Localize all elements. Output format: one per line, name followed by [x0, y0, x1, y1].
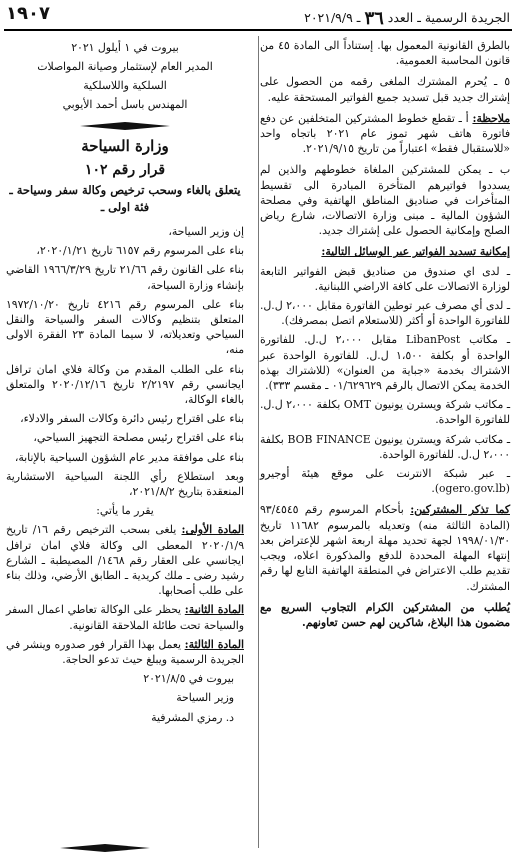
article-1: [6, 522, 244, 598]
closing-request: يُطلب من المشتركين الكرام التجاوب السريع مع مضمون هذا البلاغ، شاكرين لهم حسن تعاونهم.: [260, 600, 510, 629]
signature-title: المدير العام لإستثمار وصيانة المواصلات: [37, 60, 213, 73]
end-title: وزير السياحة: [176, 691, 234, 705]
page-number: ١٩٠٧: [6, 3, 50, 24]
reminder-label: كما تذكر المشتركين:: [410, 503, 510, 517]
payment-item: ـ عبر شبكة الانترنت على موقع هيئة أوجيرو (ogero.gov.lb).: [260, 467, 510, 496]
payment-item: ـ مكاتب شركة ويسترن يونيون OMT بكلفة ٢،٠٠٠ ل.ل. للفاتورة الواحدة.: [260, 398, 510, 427]
article-3: [6, 637, 244, 667]
note-a: [260, 111, 510, 157]
recital: بناء على الطلب المقدم من وكالة فلاي امان ترافل ايجانسي رقم ٢/٢١٩٧ تاريخ ٢٠٢٠/١٢/١٦ والمتعلق بالغاء الوكالة،: [6, 362, 244, 407]
signature-title: السلكية واللاسلكية: [83, 79, 167, 92]
payment-item: ـ لدى أي مصرف عبر توطين الفاتورة مقابل ٢،٠٠٠ ل.ل. للفاتورة الواحدة أو أكثر (للاستعلام اتصل بمصرفك).: [260, 299, 510, 328]
recital: بناء على موافقة مدير عام الشؤون السياحية بالإنابة،: [14, 450, 244, 464]
right-column: [260, 38, 510, 634]
paragraph: ٥ ـ يُحرم المشترك الملغى رقمه من الحصول على إشتراك جديد قبل تسديد جميع الفواتير المستحقة عليه.: [260, 75, 510, 104]
intro: إن وزير السياحة،: [168, 225, 244, 238]
recital: بناء على اقتراح رئيس مصلحة التجهيز السياحي،: [33, 431, 244, 445]
decision-subject: يتعلق بالغاء وسحب ترخيص وكالة سفر وسياحة ـ فئة اولى ـ: [9, 183, 241, 214]
decides-heading: يقرر ما يأتي:: [96, 504, 154, 518]
end-ornament: [60, 844, 150, 852]
recital: وبعد استطلاع رأي اللجنة السياحية الاستشارية المنعقدة بتاريخ ٢٠٢١/٨/٢،: [6, 469, 244, 499]
end-place-date: بيروت في ٢٠٢١/٨/٥: [143, 672, 234, 686]
ministry-title: وزارة السياحة: [81, 137, 169, 155]
page-header: [0, 0, 516, 30]
article-2-label: المادة الثانية:: [184, 603, 245, 617]
recital: بناء على المرسوم رقم ٤٢١٦ تاريخ ١٩٧٢/١٠/٢٠ المتعلق بتنظيم وكالات السفر والسياحة والنقل السياحي وتعديلاته، لا سيما المادة ٢٣ الفقرة الاولى منه،: [6, 297, 244, 357]
issue-date: ـ ٢٠٢١/٩/٩: [304, 10, 361, 25]
payment-item: ـ مكاتب LibanPost مقابل ٢،٠٠٠ ل.ل. للفاتورة الواحدة أو بكلفة ١،٥٠٠ ل.ل. للفاتورة الواحدة عبر الاشتراك بخدمة «جباية من العنوان» (للاشتراك بهذه الخدمة يمكن الاتصال بالرقم ٠١/٦٢٩٦٢٩ ـ مقسم ٣٣٣).: [260, 333, 510, 393]
recital: بناء على اقتراح رئيس دائرة وكالات السفر والادلاء،: [20, 412, 244, 426]
recital: بناء على المرسوم رقم ٦١٥٧ تاريخ ٢٠٢٠/١/٢١،: [36, 244, 244, 258]
separator-ornament: [80, 122, 170, 130]
article-1-label: المادة الأولى:: [181, 523, 244, 537]
left-column: [6, 38, 244, 729]
payment-heading: إمكانية تسديد الفواتير عبر الوسائل التالية:: [321, 245, 510, 259]
article-2: [6, 602, 244, 632]
note-b: ب ـ يمكن للمشتركين الملغاة خطوطهم والذين لم يسددوا فواتيرهم المتأخرة المبادرة الى تقسيط المتأخرات في صناديق المناطق الهاتفية وفي مصلحة الشؤون المالية ـ مبنى وزارة الاتصالات، شارع رياض الصلح وإمكانية الحصول على إشتراك جديد.: [260, 163, 510, 238]
article-1-text: يلغى بسحب الترخيص رقم ١٦/ تاريخ ٢٠٢٠/١/٩ المعطى الى وكالة فلاي امان ترافل ايجانسي على العقار رقم ١٤٦٨/ المصيطبة ـ الشارع رشيد رضى ـ ملك كريدية ـ الطابق الأرضي، وذلك بناء على طلب أصحابها.: [6, 523, 244, 598]
article-3-label: المادة الثالثة:: [184, 637, 244, 651]
paragraph: بالطرق القانونية المعمول بها. إستناداً الى المادة ٤٥ من قانون المحاسبة العمومية.: [260, 39, 510, 68]
issue-number: ٣٦: [364, 8, 384, 29]
gazette-title-prefix: الجريدة الرسمية ـ العدد: [387, 10, 510, 25]
note-a-text: أ ـ تقطع خطوط المشتركين المتخلفين عن دفع فاتورة هاتف شهر تموز عام ٢٠٢١ باتجاه واحد «للاستقبال فقط» اعتباراً من تاريخ ٢٠٢١/٩/١٥.: [260, 111, 510, 156]
end-name: د. رمزي المشرفية: [151, 710, 234, 724]
recital: بناء على القانون رقم ٢١/٦٦ تاريخ ١٩٦٦/٣/٢٩ القاضي بإنشاء وزارة السياحة،: [6, 263, 244, 292]
header-rule: [4, 29, 512, 31]
payment-item: ـ مكاتب شركة ويسترن يونيون BOB FINANCE بكلفة ٢،٠٠٠ ل.ل. للفاتورة الواحدة.: [260, 432, 510, 461]
signature-name: المهندس باسل أحمد الأيوبي: [62, 98, 188, 111]
signature-place-date: بيروت في ١ أيلول ٢٠٢١: [71, 41, 179, 54]
article-2-text: يحظر على الوكالة تعاطي اعمال السفر والسياحة تحت طائلة الملاحقة القانونية.: [6, 603, 244, 632]
payment-item: ـ لدى اي صندوق من صناديق قبض الفواتير التابعة لوزارة الاتصالات على كافة الاراضي اللبنانية.: [260, 264, 510, 293]
article-3-text: يعمل بهذا القرار فور صدوره وينشر في الجريدة الرسمية ويبلغ حيث تدعو الحاجة.: [6, 637, 244, 667]
reminder: [260, 502, 510, 593]
gazette-title: [304, 6, 510, 27]
column-divider: [258, 36, 259, 848]
note-label: ملاحظة:: [472, 111, 510, 125]
reminder-text: بأحكام المرسوم رقم ٩٣/٤٥٤٥ (المادة الثالثة منه) وتعديله بالمرسوم ١١٦٨٢ تاريخ ١٩٩٨/٠١/٣٠ لجهة تحديد مهلة اربعة اشهر للإعتراض بعد إنتهاء المهلة المحددة للدفع والمذكورة اعلاه، ويجب تقديم طلب الاعتراض في المنطقة الهاتفية التابع لها رقم المشترك.: [260, 503, 510, 593]
decision-number: قرار رقم ١٠٢: [84, 162, 166, 178]
